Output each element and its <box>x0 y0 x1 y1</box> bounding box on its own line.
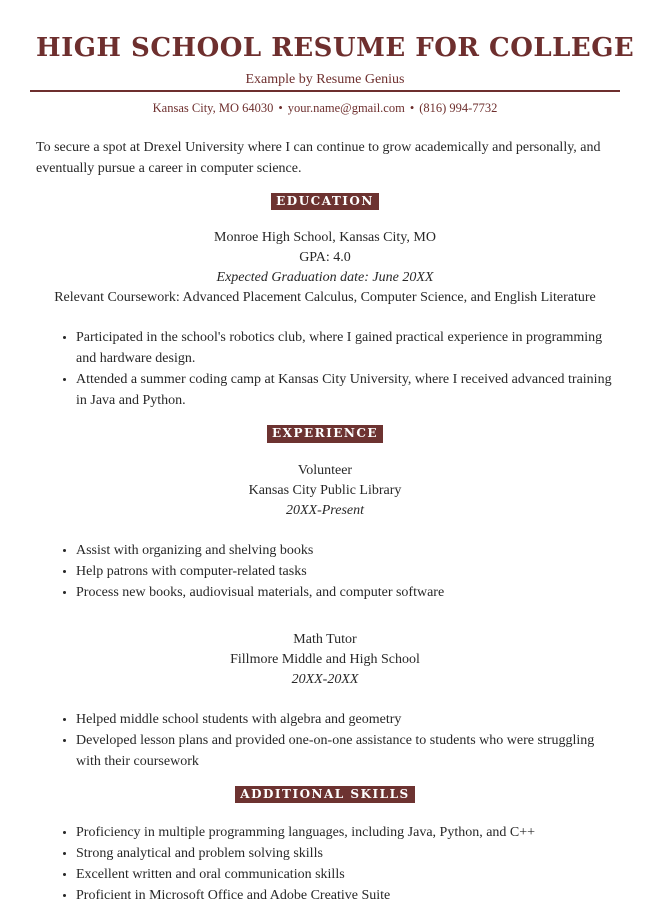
contact-location: Kansas City, MO 64030 <box>152 100 274 115</box>
bullet-item: • Assist with organizing and shelving books <box>76 540 614 561</box>
entry-lines <box>36 630 614 690</box>
entry-lines <box>36 228 614 308</box>
entry <box>36 630 614 772</box>
entry-line: Kansas City Public Library <box>248 482 402 498</box>
bullet-list <box>36 822 614 906</box>
bullet-item: • Help patrons with computer-related tasks <box>76 561 614 582</box>
section-heading-row <box>36 424 614 442</box>
bullet-list <box>36 709 614 772</box>
contact-separator: • <box>409 100 415 115</box>
section-heading-row <box>36 192 614 210</box>
page-subtitle: Example by Resume Genius <box>245 71 405 87</box>
bullet-item: • Proficiency in multiple programming languages, including Java, Python, and C++ <box>76 822 614 843</box>
entry-line: Expected Graduation date: June 20XX <box>216 270 434 286</box>
entry <box>36 822 614 906</box>
entry-line: Monroe High School, Kansas City, MO <box>214 230 436 246</box>
page-title: HIGH SCHOOL RESUME FOR COLLEGE <box>36 33 635 63</box>
objective-text: To secure a spot at Drexel University where I can continue to grow academically and personally, and eventually pursue a career in computer science. <box>36 139 601 176</box>
section-additional-skills <box>36 785 614 906</box>
section-education <box>36 192 614 411</box>
bullet-item: • Participated in the school's robotics club, where I gained practical experience in programming and hardware design. <box>76 327 614 369</box>
bullet-item: • Strong analytical and problem solving skills <box>76 843 614 864</box>
entry-line: Volunteer <box>297 462 353 478</box>
entry-line: Math Tutor <box>293 631 357 647</box>
title-divider <box>30 90 620 92</box>
entry <box>36 228 614 411</box>
entry-line: Relevant Coursework: Advanced Placement Calculus, Computer Science, and English Literature <box>54 290 596 306</box>
contact-separator: • <box>278 100 283 115</box>
entry <box>36 461 614 603</box>
entry-line: Fillmore Middle and High School <box>230 651 420 667</box>
bullet-item: • Developed lesson plans and provided one-on-one assistance to students who were struggling with their coursework <box>76 730 614 772</box>
contact-phone: (816) 994-7732 <box>419 100 498 115</box>
section-heading-badge: EXPERIENCE <box>267 425 383 442</box>
section-heading-row <box>36 785 614 803</box>
bullet-item: • Attended a summer coding camp at Kansas City University, where I received advanced training in Java and Python. <box>76 369 614 411</box>
section-heading-badge: ADDITIONAL SKILLS <box>235 786 414 803</box>
contact-email: your.name@gmail.com <box>287 100 405 115</box>
bullet-item: • Proficient in Microsoft Office and Adobe Creative Suite <box>76 885 614 906</box>
section-heading-badge: EDUCATION <box>271 193 379 210</box>
bullet-item: • Excellent written and oral communication skills <box>76 864 614 885</box>
bullet-list <box>36 540 614 603</box>
contact-line <box>36 101 614 116</box>
section-experience <box>36 424 614 771</box>
entry-line: GPA: 4.0 <box>299 250 351 266</box>
bullet-list <box>36 327 614 411</box>
bullet-item: • Helped middle school students with algebra and geometry <box>76 709 614 730</box>
entry-line: 20XX-Present <box>285 502 364 518</box>
entry-line: 20XX-20XX <box>291 671 359 687</box>
entry-lines <box>36 461 614 521</box>
sections <box>36 192 614 906</box>
bullet-item: • Process new books, audiovisual materials, and computer software <box>76 582 614 603</box>
